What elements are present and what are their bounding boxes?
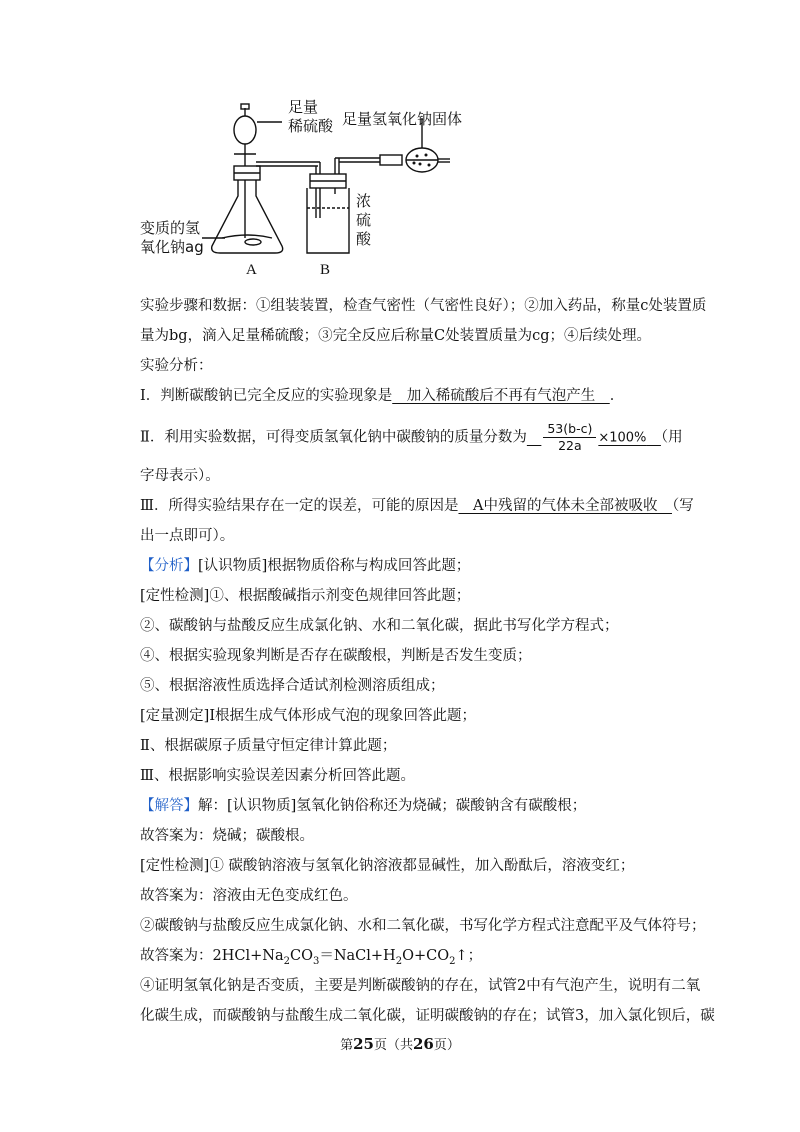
label-acid-2: 稀硫酸 — [288, 117, 334, 135]
question-ii — [140, 421, 700, 454]
analysis-heading — [140, 556, 700, 576]
text-span: Ⅲ．所得实验结果存在一定的误差，可能的原因是 — [140, 498, 459, 514]
label-naoh-solid: 足量氢氧化钠固体 — [342, 110, 463, 128]
text-span: Ⅱ．利用实验数据，可得变质氢氧化钠中碳酸钠的质量分数为 — [140, 429, 527, 446]
conical-flask-a — [212, 180, 283, 253]
label-b: B — [320, 262, 331, 278]
text-line: 实验分析： — [140, 358, 213, 374]
text-line: 实验步骤和数据：①组装装置，检查气密性（气密性良好）；②加入药品，称量c处装置质 — [140, 298, 707, 314]
text-line: ④、根据实验现象判断是否存在碳酸根，判断是否发生变质； — [140, 648, 532, 664]
text-line: [定性检测]① 碳酸钠溶液与氢氧化钠溶液都显碱性，加入酚酞后，溶液变红； — [140, 858, 635, 874]
solution-tag: 【解答】 — [140, 798, 198, 814]
label-sample-2: 氧化钠ag — [140, 238, 204, 256]
text-line: 故答案为：烧碱；碳酸根。 — [140, 828, 314, 844]
solution-heading — [140, 796, 700, 816]
answer-i: 加入稀硫酸后不再有气泡产生 — [392, 388, 610, 404]
text-span: [认识物质]根据物质俗称与构成回答此题； — [198, 558, 471, 574]
page-number: 25 — [353, 1035, 374, 1053]
text-line: 量为bg，滴入足量稀硫酸；③完全反应后称量C处装置质量为cg；④后续处理。 — [140, 328, 652, 344]
label-acid-1: 足量 — [288, 98, 319, 116]
text-line: 字母表示）。 — [140, 468, 220, 484]
page-footer: 第25页（共26页） — [340, 1035, 460, 1053]
fraction — [543, 421, 596, 454]
text-line: Ⅱ、根据碳原子质量守恒定律计算此题； — [140, 738, 397, 754]
text-line: [定性检测]①、根据酸碱指示剂变色规律回答此题； — [140, 588, 471, 604]
text-line: 化碳生成，而碳酸钠与盐酸生成二氧化碳，证明碳酸钠的存在；试管3，加入氯化钡后，碳 — [140, 1008, 715, 1024]
chemical-equation: 故答案为：$2HCl+Na_2CO_3=NaCl+H_2O+CO_2↑$； — [140, 948, 483, 967]
text-line: Ⅲ、根据影响实验误差因素分析回答此题。 — [140, 768, 415, 784]
text-span: （用 — [660, 429, 683, 446]
question-i — [140, 386, 700, 406]
text-line: ②碳酸钠与盐酸反应生成氯化钠、水和二氧化碳，书写化学方程式注意配平及气体符号； — [140, 918, 706, 934]
bottle-b — [307, 188, 349, 253]
percent-factor: ×100% — [598, 430, 647, 446]
label-h2so4-2: 硫 — [356, 211, 372, 229]
analysis-tag: 【分析】 — [140, 558, 198, 574]
fraction-denominator: 22a — [558, 438, 582, 453]
text-span: 解：[认识物质]氢氧化钠俗称还为烧碱；碳酸钠含有碳酸根； — [198, 798, 587, 814]
question-iii — [140, 496, 700, 516]
label-h2so4-3: 酸 — [356, 230, 372, 248]
text-span: ． — [609, 388, 625, 404]
text-line: ⑤、根据溶液性质选择合适试剂检测溶质组成； — [140, 678, 445, 694]
fraction-numerator: 53(b-c) — [543, 421, 596, 438]
text-line: 故答案为：溶液由无色变成红色。 — [140, 888, 358, 904]
text-line: 出一点即可）。 — [140, 528, 235, 544]
label-sample-1: 变质的氢 — [140, 219, 201, 237]
total-pages: 26 — [413, 1035, 434, 1053]
experiment-apparatus-diagram — [130, 88, 490, 288]
text-line: ②、碳酸钠与盐酸反应生成氯化钠、水和二氧化碳，据此书写化学方程式； — [140, 618, 619, 634]
text-span: Ⅰ．判断碳酸钠已完全反应的实验现象是 — [140, 388, 393, 404]
answer-iii: A中残留的气体未全部被吸收 — [458, 498, 672, 514]
label-a: A — [246, 262, 257, 278]
text-line: ④证明氢氧化钠是否变质，主要是判断碳酸钠的存在，试管2中有气泡产生，说明有二氧 — [140, 978, 701, 994]
separatory-funnel — [234, 116, 256, 144]
text-line: [定量测定]Ⅰ根据生成气体形成气泡的现象回答此题； — [140, 708, 477, 724]
label-h2so4-1: 浓 — [356, 192, 372, 210]
text-span: （写 — [671, 498, 694, 514]
